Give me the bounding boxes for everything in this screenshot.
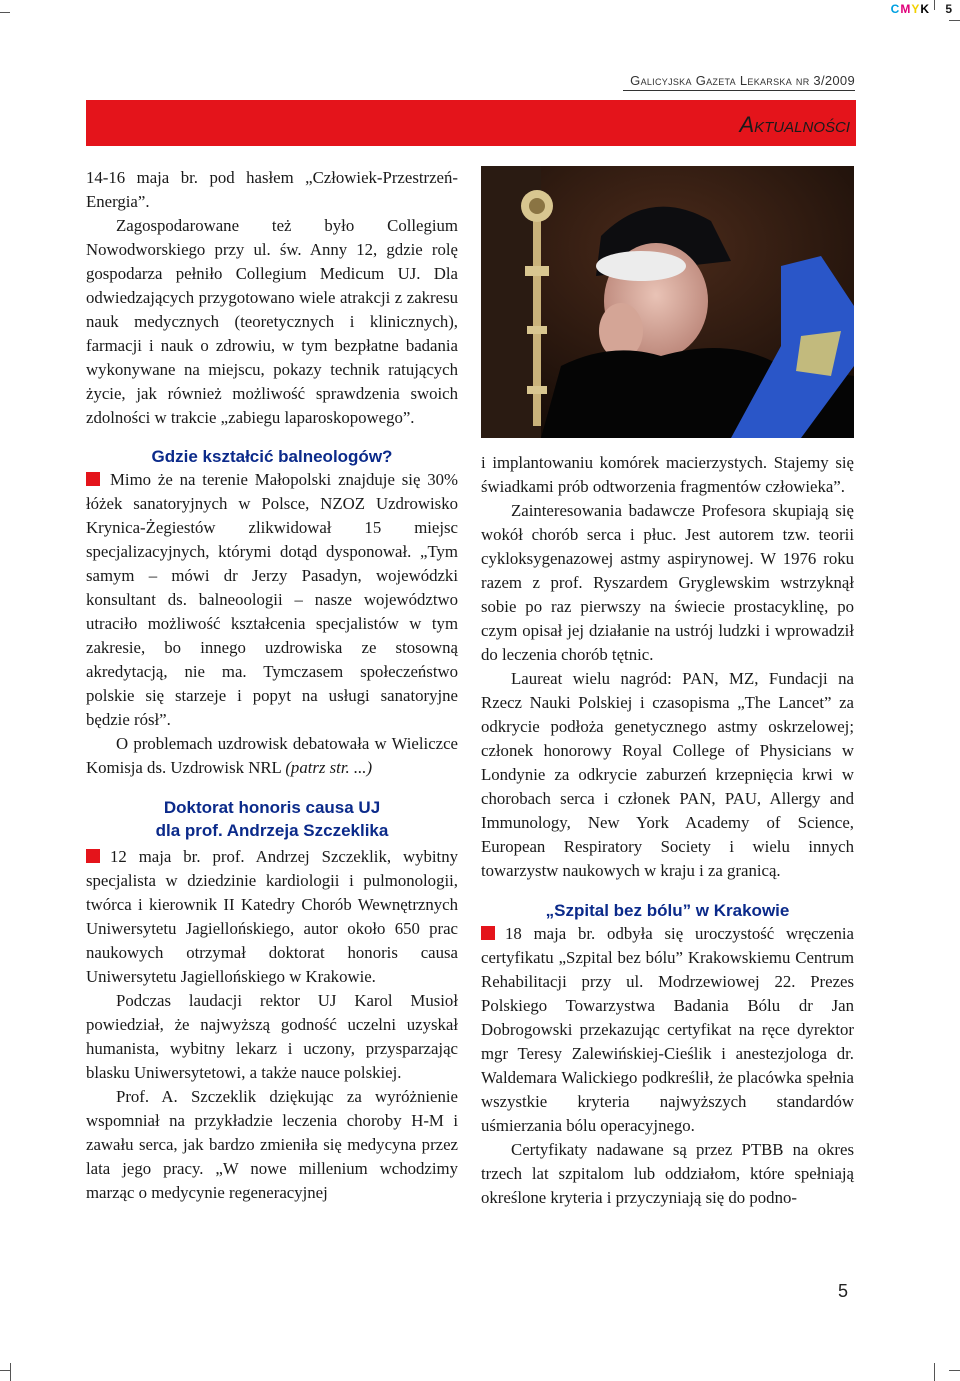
section-heading: „Szpital bez bólu” w Krakowie — [545, 901, 790, 920]
section-banner — [86, 100, 856, 146]
right-column — [481, 451, 854, 1210]
paragraph: Zainteresowania badawcze Profesora skupiają się wokół chorób serca i płuc. Jest autorem tzw. teorii cykloksygenazowej astmy aspirynowej. W 1976 roku razem z prof. Ryszardem Gryglewskim wstrzyknął sobie po raz pierwszy na świecie prostacyklinę, po czym opisał jej działanie na ustrój ludzki i wprowadził do leczenia chorób tętnic. — [481, 501, 854, 664]
paragraph: Mimo że na terenie Małopolski znajduje się 30% łóżek sanatoryjnych w Polsce, NZOZ Uzdrowisko Krynica-Żegiestów zlikwidował 15 miejsc specjalizacyjnych, którymi dotąd dysponował. „Tym samym – mówi dr Jerzy Pasadyn, wojewódzki konsultant ds. balneoologii – nasze województwo utraciło możliwość kształcenia specjalistów w tym zakresie, bo innego uzdrowiska ze stosowną akredytacją, nie ma. Tymczasem społeczeństwo polskie się starzeje i popyt na usługi sanatoryjne będzie rósł”. — [86, 470, 458, 729]
crop-mark — [0, 12, 10, 13]
section-heading: Gdzie kształcić balneologów? — [151, 447, 393, 466]
crop-mark — [949, 20, 960, 21]
publication-header: Galicyjska Gazeta Lekarska nr 3/2009 — [623, 73, 855, 91]
paragraph: Certyfikaty nadawane są przez PTBB na okres trzech lat szpitalom lub oddziałom, które spełniają określone kryteria i przyczyniają się do podno- — [481, 1140, 854, 1207]
cmyk-registration-mark: CMYK — [890, 2, 930, 16]
crop-mark — [10, 1363, 11, 1381]
section-title: Aktualności — [739, 112, 850, 137]
crop-mark — [934, 0, 935, 10]
paragraph: Laureat wielu nagród: PAN, MZ, Fundacji na Rzecz Nauki Polskiej i czasopisma „The Lancet” za odkrycie podłoża genetycznego astmy oskrzelowej; członek honorowy Royal College of Physicians w Londynie za odkrycie zaburzeń krzepnięcia krwi w chorobach serca i członek PAN, PAU, Allergy and Immunology, New York Academy of Science, European Respiratory Society i wielu innych towarzystw naukowych w kraju i za granicą. — [481, 669, 854, 880]
paragraph: 18 maja br. odbyła się uroczystość wręczenia certyfikatu „Szpital bez bólu” Krakowskiemu Centrum Rehabilitacji przy ul. Modrzewiowej 22. Prezes Polskiego Towarzystwa Badania Bólu dr Jan Dobrogowski przekazując certyfikat na ręce dyrektor mgr Teresy Zalewińskiej-Cieślik i anestezjologa dr. Waldemara Walickiego podkreślił, że placówka spełnia wszystkie kryteria najwyższych standardów uśmierzania bólu operacyjnego. — [481, 924, 854, 1135]
cross-reference: (patrz str. ...) — [285, 758, 373, 777]
page-number: 5 — [838, 1281, 849, 1301]
section-heading: Doktorat honoris causa UJ dla prof. Andrzeja Szczeklika — [155, 798, 389, 840]
paragraph: 14-16 maja br. pod hasłem „Człowiek-Przestrzeń-Energia”. — [86, 168, 458, 211]
paragraph: i implantowaniu komórek macierzystych. Stajemy się świadkami prób odtworzenia fragmentów człowieka”. — [481, 453, 854, 496]
red-square-bullet — [86, 472, 100, 486]
red-square-bullet — [86, 849, 100, 863]
paragraph: Zagospodarowane też było Collegium Nowodworskiego przy ul. św. Anny 12, gdzie rolę gospodarza pełniło Collegium Medicum UJ. Dla odwiedzających przygotowano wiele atrakcji z zakresu nauk medycznych (teoretycznych i klinicznych), farmacji i nauk o zdrowiu, w tym bezpłatne badania wykonywane na miejscu, pokazy technik ratujących życie, jak również możliwość sprawdzenia swoich zdolności w trakcie „zabiegu laparoskopowego”. — [86, 216, 458, 427]
crop-mark — [949, 1370, 960, 1371]
red-square-bullet — [481, 926, 495, 940]
left-column — [86, 166, 458, 1205]
portrait-photo — [481, 166, 854, 438]
crop-mark — [934, 1363, 935, 1381]
paragraph: Prof. A. Szczeklik dziękując za wyróżnienie wspomniał na przykładzie leczenia choroby H-M i zawału serca, jak bardzo zmieniła się medycyna przez lata jego pracy. „W nowe millenium wchodzimy marząc o medycynie regeneracyjnej — [86, 1087, 458, 1202]
paragraph: O problemach uzdrowisk debatowała w Wieliczce Komisja ds. Uzdrowisk NRL (patrz str. ...) — [86, 734, 458, 777]
crop-mark — [0, 1370, 10, 1371]
paragraph: Podczas laudacji rektor UJ Karol Musioł powiedział, że najwyższą godność uczelni uzyskał humanista, wybitny lekarz i uczony, przysparzając blasku Uniwersytetowi, a także nauce polskiej. — [86, 991, 458, 1082]
paragraph: 12 maja br. prof. Andrzej Szczeklik, wybitny specjalista w dziedzinie kardiologii i pulmonologii, twórca i kierownik II Katedry Chorób Wewnętrznych Uniwersytetu Jagiellońskiego, autor około 650 prac naukowych otrzymał doktorat honoris causa Uniwersytetu Jagiellońskiego w Krakowie. — [86, 847, 458, 986]
corner-page-number: 5 — [945, 2, 952, 16]
